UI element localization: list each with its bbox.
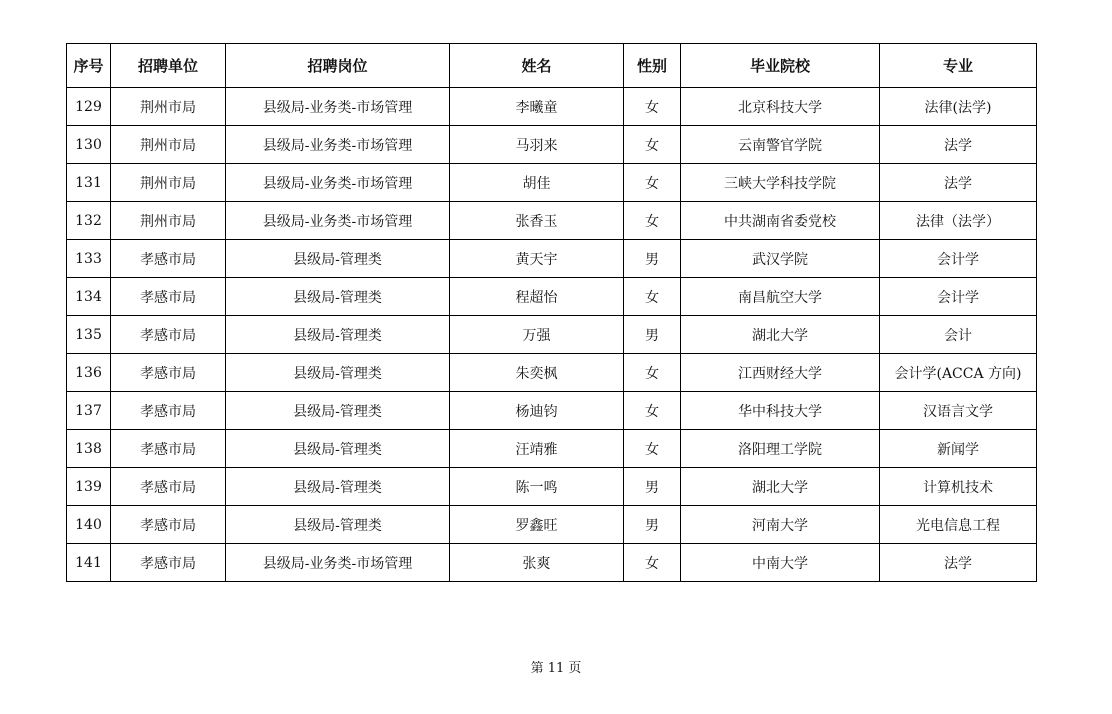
- cell-school: 湖北大学: [681, 468, 880, 506]
- cell-position: 县级局-业务类-市场管理: [226, 126, 450, 164]
- cell-unit: 孝感市局: [111, 316, 226, 354]
- table-header-row: [67, 44, 1037, 88]
- header-school: 毕业院校: [681, 44, 880, 88]
- cell-unit: 荆州市局: [111, 202, 226, 240]
- cell-seq: 133: [67, 240, 111, 278]
- table-row: [67, 430, 1037, 468]
- cell-unit: 孝感市局: [111, 392, 226, 430]
- cell-major: 法律(法学): [880, 88, 1037, 126]
- cell-gender: 女: [624, 126, 681, 164]
- cell-school: 中共湖南省委党校: [681, 202, 880, 240]
- cell-school: 江西财经大学: [681, 354, 880, 392]
- cell-major: 新闻学: [880, 430, 1037, 468]
- cell-name: 杨迪钧: [450, 392, 624, 430]
- cell-major: 法学: [880, 544, 1037, 582]
- cell-seq: 131: [67, 164, 111, 202]
- table-row: [67, 202, 1037, 240]
- cell-school: 南昌航空大学: [681, 278, 880, 316]
- cell-unit: 孝感市局: [111, 278, 226, 316]
- cell-seq: 129: [67, 88, 111, 126]
- cell-major: 会计学: [880, 240, 1037, 278]
- cell-major: 会计学: [880, 278, 1037, 316]
- cell-major: 计算机技术: [880, 468, 1037, 506]
- table-row: [67, 354, 1037, 392]
- cell-seq: 138: [67, 430, 111, 468]
- table-row: [67, 278, 1037, 316]
- cell-position: 县级局-管理类: [226, 430, 450, 468]
- cell-name: 张爽: [450, 544, 624, 582]
- header-name: 姓名: [450, 44, 624, 88]
- cell-name: 朱奕枫: [450, 354, 624, 392]
- cell-seq: 134: [67, 278, 111, 316]
- cell-position: 县级局-业务类-市场管理: [226, 544, 450, 582]
- cell-school: 湖北大学: [681, 316, 880, 354]
- header-position: 招聘岗位: [226, 44, 450, 88]
- cell-school: 中南大学: [681, 544, 880, 582]
- cell-unit: 荆州市局: [111, 164, 226, 202]
- cell-position: 县级局-管理类: [226, 240, 450, 278]
- header-seq: 序号: [67, 44, 111, 88]
- cell-unit: 孝感市局: [111, 468, 226, 506]
- recruitment-table: [66, 43, 1037, 582]
- cell-gender: 男: [624, 240, 681, 278]
- cell-gender: 女: [624, 202, 681, 240]
- cell-position: 县级局-管理类: [226, 316, 450, 354]
- cell-unit: 孝感市局: [111, 506, 226, 544]
- cell-seq: 140: [67, 506, 111, 544]
- cell-school: 武汉学院: [681, 240, 880, 278]
- cell-gender: 男: [624, 316, 681, 354]
- cell-gender: 女: [624, 164, 681, 202]
- cell-position: 县级局-管理类: [226, 468, 450, 506]
- cell-gender: 女: [624, 88, 681, 126]
- cell-position: 县级局-管理类: [226, 392, 450, 430]
- cell-unit: 荆州市局: [111, 126, 226, 164]
- cell-school: 河南大学: [681, 506, 880, 544]
- cell-gender: 女: [624, 354, 681, 392]
- cell-school: 北京科技大学: [681, 88, 880, 126]
- cell-name: 陈一鸣: [450, 468, 624, 506]
- cell-school: 三峡大学科技学院: [681, 164, 880, 202]
- cell-seq: 136: [67, 354, 111, 392]
- cell-seq: 130: [67, 126, 111, 164]
- cell-name: 汪靖雅: [450, 430, 624, 468]
- table-row: [67, 126, 1037, 164]
- cell-gender: 女: [624, 544, 681, 582]
- cell-unit: 孝感市局: [111, 240, 226, 278]
- cell-seq: 141: [67, 544, 111, 582]
- cell-major: 汉语言文学: [880, 392, 1037, 430]
- cell-name: 罗鑫旺: [450, 506, 624, 544]
- cell-position: 县级局-业务类-市场管理: [226, 164, 450, 202]
- cell-name: 马羽来: [450, 126, 624, 164]
- page-number: 第 11 页: [530, 661, 582, 676]
- cell-gender: 女: [624, 430, 681, 468]
- cell-major: 法学: [880, 126, 1037, 164]
- table-row: [67, 392, 1037, 430]
- cell-school: 华中科技大学: [681, 392, 880, 430]
- cell-name: 黄天宇: [450, 240, 624, 278]
- table-row: [67, 468, 1037, 506]
- cell-seq: 135: [67, 316, 111, 354]
- cell-unit: 孝感市局: [111, 544, 226, 582]
- cell-position: 县级局-管理类: [226, 278, 450, 316]
- header-gender: 性别: [624, 44, 681, 88]
- cell-school: 云南警官学院: [681, 126, 880, 164]
- cell-unit: 荆州市局: [111, 88, 226, 126]
- table-row: [67, 240, 1037, 278]
- cell-position: 县级局-业务类-市场管理: [226, 202, 450, 240]
- cell-name: 胡佳: [450, 164, 624, 202]
- header-unit: 招聘单位: [111, 44, 226, 88]
- cell-major: 光电信息工程: [880, 506, 1037, 544]
- cell-seq: 137: [67, 392, 111, 430]
- cell-name: 万强: [450, 316, 624, 354]
- cell-name: 张香玉: [450, 202, 624, 240]
- table-row: [67, 316, 1037, 354]
- cell-position: 县级局-业务类-市场管理: [226, 88, 450, 126]
- cell-gender: 女: [624, 278, 681, 316]
- cell-major: 会计: [880, 316, 1037, 354]
- table-row: [67, 544, 1037, 582]
- cell-gender: 女: [624, 392, 681, 430]
- cell-gender: 男: [624, 468, 681, 506]
- cell-major: 会计学(ACCA 方向): [880, 354, 1037, 392]
- cell-unit: 孝感市局: [111, 354, 226, 392]
- cell-school: 洛阳理工学院: [681, 430, 880, 468]
- cell-seq: 139: [67, 468, 111, 506]
- cell-major: 法律（法学）: [880, 202, 1037, 240]
- cell-name: 李曦童: [450, 88, 624, 126]
- table-row: [67, 506, 1037, 544]
- cell-position: 县级局-管理类: [226, 354, 450, 392]
- cell-major: 法学: [880, 164, 1037, 202]
- header-major: 专业: [880, 44, 1037, 88]
- cell-position: 县级局-管理类: [226, 506, 450, 544]
- cell-seq: 132: [67, 202, 111, 240]
- table-body: [67, 88, 1037, 582]
- table-row: [67, 88, 1037, 126]
- cell-gender: 男: [624, 506, 681, 544]
- cell-unit: 孝感市局: [111, 430, 226, 468]
- cell-name: 程超怡: [450, 278, 624, 316]
- table-row: [67, 164, 1037, 202]
